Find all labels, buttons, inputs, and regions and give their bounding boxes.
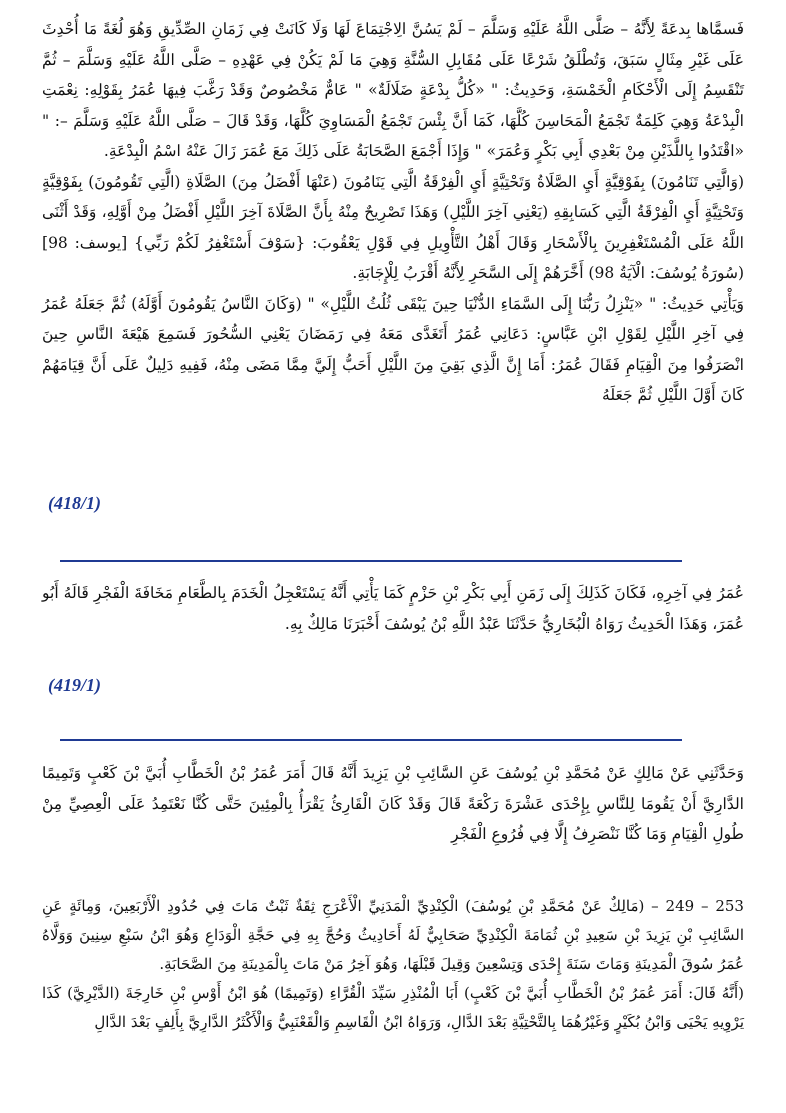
paragraph-night-prayer: (وَالَّتِي تَنَامُونَ) بِفَوْقِيَّةٍ أَيِ الصَّلَاةُ وَتَحْتِيَّةٍ أَيِ الْفِرْقَةُ الَّتِي يَنَامُونَ (عَنْهَا أَفْضَلُ مِنَ) الصَّلَاةِ (الَّتِي تَقُومُونَ) بِفَوْقِيَّةٍ وَتَحْتِيَّةٍ أَيِ الْفِرْقَةُ الَّتِي كَسَابِقِهِ (يَعْنِي آخِرَ اللَّيْلِ) وَهَذَا تَصْرِيحٌ مِنْهُ بِأَنَّ الصَّلَاةَ آخِرَ اللَّيْلِ أَفْضَلُ مِنْ أَوَّلِهِ، وَقَدْ أَثْنَى اللَّهُ عَلَى الْمُسْتَغْفِرِينَ بِالْأَسْحَارِ وَقَالَ أَهْلُ التَّأْوِيلِ فِي قَوْلِ يَعْقُوبَ: {سَوْفَ أَسْتَغْفِرُ لَكُمْ رَبِّي} [يوسف: 98] (سُورَةُ يُوسُفَ: الْآيَةُ 98) أَخَّرَهُمْ إِلَى السَّحَرِ لِأَنَّهُ أَقْرَبُ لِلْإِجَابَةِ. — [42, 172, 744, 282]
page-divider-1 — [60, 560, 682, 562]
paragraph-umar-continuation: عُمَرُ فِي آخِرِهِ، فَكَانَ كَذَلِكَ إِلَى زَمَنِ أَبِي بَكْرِ بْنِ حَزْمٍ كَمَا يَأْتِي أَنَّهُ يَسْتَعْجِلُ الْخَدَمَ بِالطَّعَامِ مَخَافَةَ الْفَجْرِ قَالَهُ أَبُو عُمَرَ، وَهَذَا الْحَدِيثُ رَوَاهُ الْبُخَارِيُّ حَدَّثَنَا عَبْدُ اللَّهِ بْنُ يُوسُفَ أَخْبَرَنَا مَالِكٌ بِهِ. — [42, 584, 744, 633]
paragraph-ubayy-tamim: (أَنَّهُ قَالَ: أَمَرَ عُمَرُ بْنُ الْخَطَّابِ أُبَيَّ بْنَ كَعْبٍ) أَبَا الْمُنْذِرِ سَيِّدَ الْقُرَّاءِ (وَتَمِيمًا) هُوَ ابْنُ أَوْسِ بْنِ خَارِجَةَ (الدَّيْرِيَّ) كَذَا يَرْوِيهِ يَحْيَى وَابْنُ بُكَيْرٍ وَغَيْرُهُمَا بِالتَّحْتِيَّةِ بَعْدَ الدَّالِ، وَرَوَاهُ ابْنُ الْقَاسِمِ وَالْقَعْنَبِيُّ وَالْأَكْثَرُ الدَّارِيَّ بِأَلِفٍ بَعْدَ الدَّالِ — [42, 984, 744, 1031]
paragraph-hadith-main: وَحَدَّثَنِي عَنْ مَالِكٍ عَنْ مُحَمَّدِ بْنِ يُوسُفَ عَنِ السَّائِبِ بْنِ يَزِيدَ أَنَّهُ قَالَ أَمَرَ عُمَرُ بْنُ الْخَطَّابِ أُبَيَّ بْنَ كَعْبٍ وَتَمِيمًا الدَّارِيَّ أَنْ يَقُومَا لِلنَّاسِ بِإِحْدَى عَشْرَةَ رَكْعَةً قَالَ وَقَدْ كَانَ الْقَارِئُ يَقْرَأُ بِالْمِئِينَ حَتَّى كُنَّا نَعْتَمِدُ عَلَى الْعِصِيِّ مِنْ طُولِ الْقِيَامِ وَمَا كُنَّا نَنْصَرِفُ إِلَّا فِي فُرُوعِ الْفَجْرِ — [42, 764, 744, 843]
commentary-block-2 — [42, 578, 744, 639]
commentary-block-3 — [42, 892, 744, 1037]
commentary-block-1 — [42, 14, 744, 411]
paragraph-narrator-bio: 253 – 249 – (مَالِكٌ عَنْ مُحَمَّدِ بْنِ يُوسُفَ) الْكِنْدِيِّ الْمَدَنِيِّ الْأَعْرَجِ ثِقَةٌ ثَبْتٌ مَاتَ فِي حُدُودِ الْأَرْبَعِينَ، وَمِائَةٍ عَنِ السَّائِبِ بْنِ يَزِيدَ بْنِ سَعِيدِ بْنِ ثُمَامَةَ الْكِنْدِيِّ صَحَابِيٌّ لَهُ أَحَادِيثُ وَحُجَّ بِهِ فِي حَجَّةِ الْوَدَاعِ وَهُوَ ابْنُ سَبْعِ سِنِينَ وَوَلَّاهُ عُمَرُ سُوقَ الْمَدِينَةِ وَمَاتَ سَنَةَ إِحْدَى وَتِسْعِينَ وَقِيلَ قَبْلَهَا، وَهُوَ آخِرُ مَنْ مَاتَ بِالْمَدِينَةِ مِنَ الصَّحَابَةِ. — [42, 897, 744, 973]
volume-page-marker-419: (419/1) — [48, 675, 101, 695]
paragraph-hadith-descent: وَيَأْتِي حَدِيثُ: " «يَنْزِلُ رَبُّنَا إِلَى السَّمَاءِ الدُّنْيَا حِينَ يَبْقَى ثُلُثُ اللَّيْلِ» " (وَكَانَ النَّاسُ يَقُومُونَ أَوَّلَهُ) ثُمَّ جَعَلَهُ عُمَرُ فِي آخِرِ اللَّيْلِ لِقَوْلِ ابْنِ عَبَّاسٍ: دَعَانِي عُمَرُ أَتَغَدَّى مَعَهُ فِي رَمَضَانَ يَعْنِي السُّحُورَ فَسَمِعَ هَيْعَةَ النَّاسِ حِينَ انْصَرَفُوا مِنَ الْقِيَامِ فَقَالَ عُمَرُ: أَمَا إِنَّ الَّذِي بَقِيَ مِنَ اللَّيْلِ أَحَبُّ إِلَيَّ مِمَّا مَضَى مِنْهُ، فَفِيهِ دَلِيلٌ عَلَى أَنَّ قِيَامَهُمْ كَانَ أَوَّلَ اللَّيْلِ ثُمَّ جَعَلَهُ — [42, 294, 744, 404]
page-divider-2 — [60, 739, 682, 741]
paragraph-bidah: فَسمَّاها بِدعَةً لِأَنَّهُ – صَلَّى اللَّهُ عَلَيْهِ وَسَلَّمَ – لَمْ يَسُنَّ الِاجْتِمَاعَ لَهَا وَلَا كَانَتْ فِي زَمَانِ الصِّدِّيقِ وَهُوَ لُغَةً مَا أُحْدِثَ عَلَى غَيْرِ مِثَالٍ سَبَقَ، وَتُطْلَقُ شَرْعًا عَلَى مُقَابِلِ السُّنَّةِ وَهِيَ مَا لَمْ يَكُنْ فِي عَهْدِهِ – صَلَّى اللَّهُ عَلَيْهِ وَسَلَّمَ – ثُمَّ تَنْقَسِمُ إِلَى الْأَحْكَامِ الْخَمْسَةِ، وَحَدِيثُ: " «كُلُّ بِدْعَةٍ ضَلَالَةٌ» " عَامٌّ مَخْصُوصٌ وَقَدْ رَغَّبَ فِيهَا عُمَرُ بِقَوْلِهِ: نِعْمَتِ الْبِدْعَةُ وَهِيَ كَلِمَةٌ تَجْمَعُ الْمَحَاسِنَ كُلَّهَا، كَمَا أَنَّ بِئْسَ تَجْمَعُ الْمَسَاوِيَ كُلَّهَا، وَقَدْ قَالَ – صَلَّى اللَّهُ عَلَيْهِ وَسَلَّمَ –: " «اقْتَدُوا بِاللَّذَيْنِ مِنْ بَعْدِي أَبِي بَكْرٍ وَعُمَرَ» " وَإِذَا أَجْمَعَ الصَّحَابَةُ عَلَى ذَلِكَ مَعَ عُمَرَ زَالَ عَنْهُ اسْمُ الْبِدْعَةِ. — [42, 20, 744, 160]
hadith-text-block — [42, 758, 744, 850]
volume-page-marker-418: (418/1) — [48, 493, 101, 513]
